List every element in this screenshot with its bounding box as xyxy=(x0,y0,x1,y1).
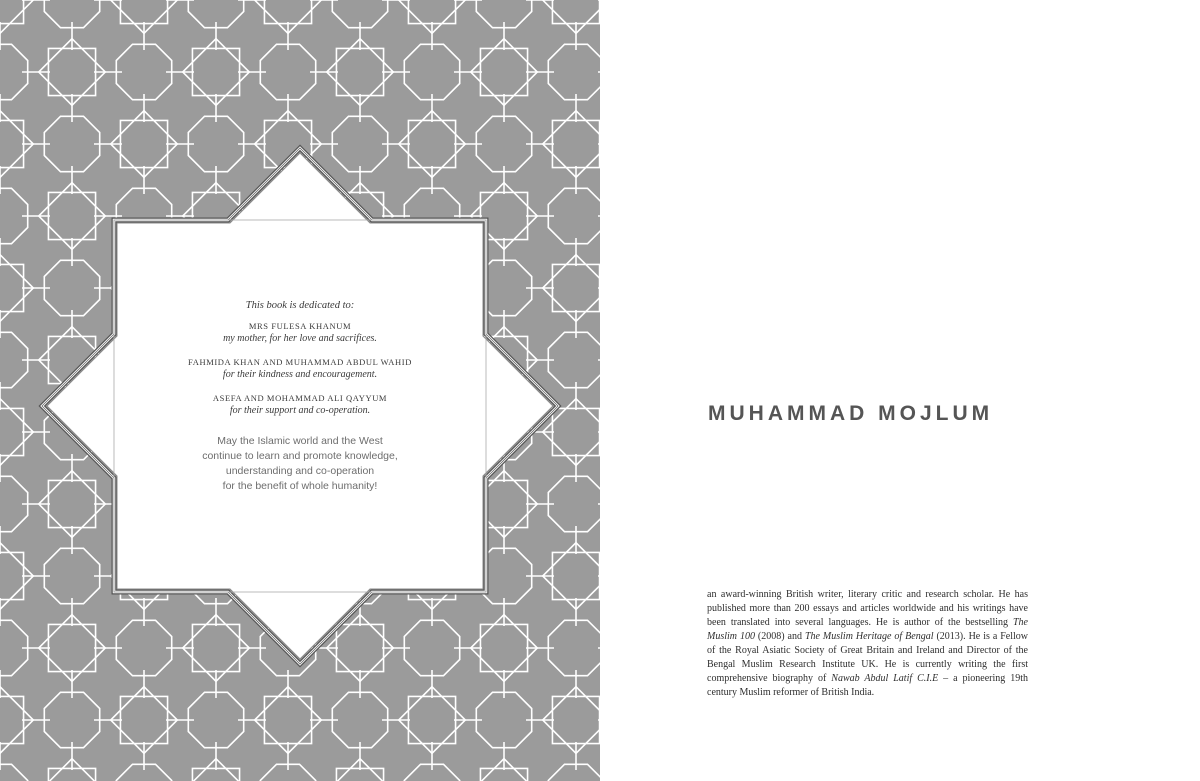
bio-text: (2013). He is a Fellow of the Royal Asiatic Society of Great Britain and Ireland and Director of the Bengal Muslim Research Institute UK. He is currently writing the first comprehensive biography of xyxy=(707,631,1029,684)
book-title: The Muslim Heritage of Bengal xyxy=(804,631,934,642)
bio-text: (2008) and xyxy=(754,631,805,642)
bio-text: – a pioneering 19th century Muslim reformer of British India. xyxy=(707,673,1028,698)
message-line: continue to learn and promote knowledge, xyxy=(202,450,398,462)
message-line: understanding and co-operation xyxy=(225,465,375,477)
dedication-block xyxy=(120,300,480,494)
dedicatee-note: for their kindness and encouragement. xyxy=(222,369,378,380)
dedicatee-name: MRS FULESA KHANUM xyxy=(248,321,352,331)
dedication-message xyxy=(120,434,480,494)
author-name: MUHAMMAD MOJLUM xyxy=(708,402,994,425)
book-title: The Muslim 100 xyxy=(707,617,1028,642)
message-line: for the benefit of whole humanity! xyxy=(222,480,378,492)
dedicatee-note: for their support and co-operation. xyxy=(229,405,371,416)
author-biography xyxy=(707,588,1028,700)
dedicatee-name: ASEFA AND MOHAMMAD ALI QAYYUM xyxy=(212,393,388,403)
dedication-heading: This book is dedicated to: xyxy=(245,300,355,311)
author-page xyxy=(600,0,1200,781)
message-line: May the Islamic world and the West xyxy=(217,435,383,447)
dedicatee-name: FAHMIDA KHAN AND MUHAMMAD ABDUL WAHID xyxy=(188,357,412,367)
biography-subject: Nawab Abdul Latif C.I.E xyxy=(831,673,939,684)
dedicatee-note: my mother, for her love and sacrifices. xyxy=(223,333,377,344)
bio-text: an award-winning British writer, literary critic and research scholar. He has published more than 200 essays and articles worldwide and his writings have been translated into several languages. He is author of the bestselling xyxy=(707,589,1028,628)
